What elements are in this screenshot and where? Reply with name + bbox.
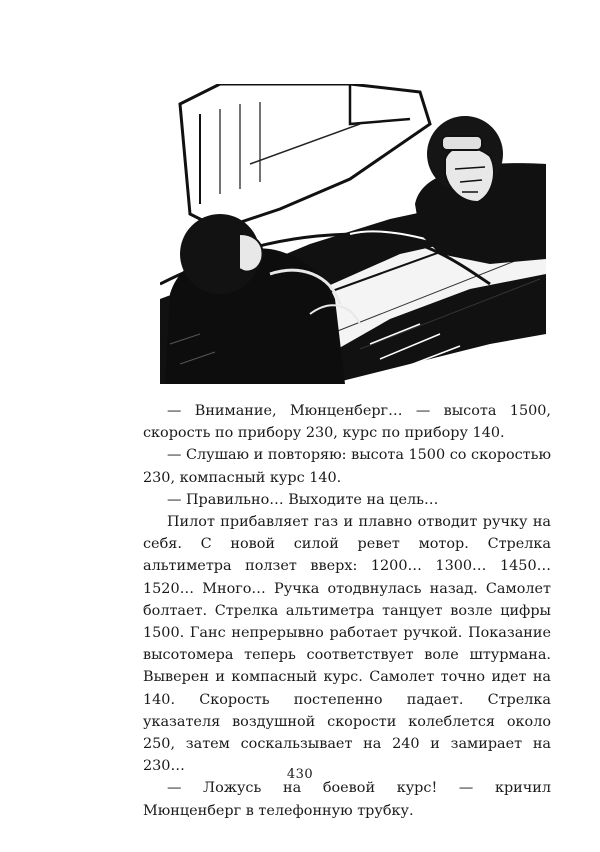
wing — [180, 84, 430, 229]
page-number: 430 — [286, 767, 314, 782]
cockpit-illustration — [160, 84, 546, 384]
paragraph-3: — Правильно… Выходите на цель… — [167, 491, 439, 508]
body-text — [143, 400, 551, 822]
paragraph-5: — Ложусь на боевой курс! — кричил Мюнценберг в телефонную трубку. — [143, 780, 551, 819]
paragraph-4: Пилот прибавляет газ и плавно отводит ручку на себя. С новой силой ревет мотор. Стрелка альтиметра ползет вверх: 1200… 1300… 1450… 1520… Много… Ручка отодвнулась назад. Самолет болтает. Стрелка альтиметра танцует возле цифры 1500. Ганс непрерывно работает ручкой. Показание высотомера теперь соответствует воле штурмана. Выверен и компасный курс. Самолет точно идет на 140. Скорость постепенно падает. Стрелка указателя воздушной скорости колеблется около 250, затем соскальзывает на 240 и замирает на 230… — [143, 514, 551, 775]
paragraph-1: — Внимание, Мюнценберг… — высота 1500, скорость по прибору 230, курс по прибору 140. — [143, 403, 551, 442]
paragraph-2: — Слушаю и повторяю: высота 1500 со скоростью 230, компасный курс 140. — [143, 447, 551, 486]
